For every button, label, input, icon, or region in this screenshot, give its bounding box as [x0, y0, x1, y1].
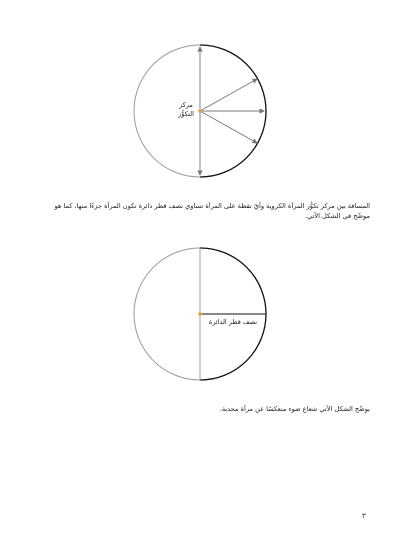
radius-arrow-upper-right [200, 79, 257, 111]
paragraph1-line1: المسافة بين مركز تكوُّر المرآة الكروية وأيّ نقطة على المرآة تساوي نصف قطر دائرة تكون المرآة جزءًا منها، كما هو [54, 202, 370, 210]
paragraph-convex-mirror-intro [30, 404, 370, 414]
radius-arrow-lower-right [200, 111, 257, 143]
figure-circle-radius [120, 238, 280, 398]
center-label-line1: مركز [179, 101, 193, 109]
circle2-center-dot [198, 312, 202, 316]
paragraph1-line2: موضّح في الشكل الآتي. [304, 212, 370, 220]
radius-label: نصف قطر الدائرة [208, 318, 258, 326]
center-of-curvature-dot [198, 109, 202, 113]
figure-center-of-curvature [120, 35, 280, 195]
paragraph2-line1: يوضّح الشكل الآتي شعاع ضوء منعكسًا عن مرآة محدبة. [219, 405, 370, 413]
paragraph-radius-explanation [30, 201, 370, 221]
page-number: ٣ [362, 512, 366, 520]
circle2-gray-arc [134, 248, 200, 380]
center-label-line2: التكوُّر [178, 110, 194, 118]
